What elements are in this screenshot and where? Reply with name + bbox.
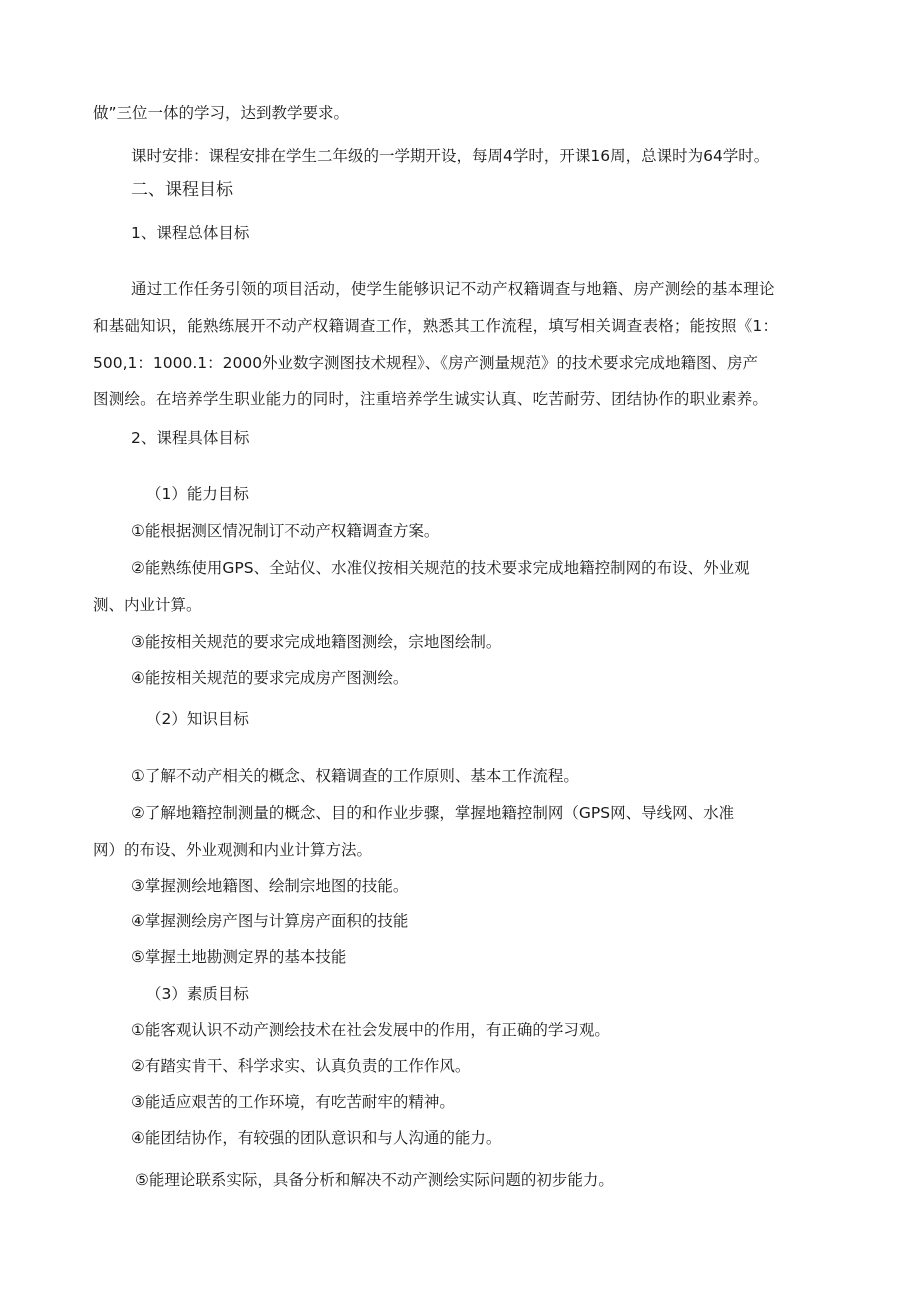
class-hours-paragraph: 课时安排：课程安排在学生二年级的一学期开设，每周4学时，开课16周，总课时为64学时。: [131, 147, 770, 165]
overall-goal-line-4: 图测绘。在培养学生职业能力的同时，注重培养学生诚实认真、吃苦耐劳、团结协作的职业素养。: [93, 390, 769, 408]
ability-item-3: ③能按相关规范的要求完成地籍图测绘，宗地图绘制。: [131, 633, 502, 651]
quality-item-4: ④能团结协作，有较强的团队意识和与人沟通的能力。: [131, 1129, 502, 1147]
overall-goal-line-1: 通过工作任务引领的项目活动，使学生能够识记不动产权籍调查与地籍、房产测绘的基本理论: [131, 280, 775, 298]
quality-item-5: ⑤能理论联系实际，具备分析和解决不动产测绘实际问题的初步能力。: [135, 1171, 614, 1189]
section-heading-course-goals: 二、课程目标: [131, 180, 233, 200]
quality-item-3: ③能适应艰苦的工作环境，有吃苦耐牢的精神。: [131, 1093, 455, 1111]
knowledge-item-4: ④掌握测绘房产图与计算房产面积的技能: [131, 912, 409, 930]
knowledge-item-2: ②了解地籍控制测量的概念、目的和作业步骤，掌握地籍控制网（GPS网、导线网、水准: [131, 804, 735, 822]
knowledge-item-2-continued: 网）的布设、外业观测和内业计算方法。: [93, 841, 373, 859]
ability-item-4: ④能按相关规范的要求完成房产图测绘。: [131, 669, 409, 687]
quality-item-1: ①能客观认识不动产测绘技术在社会发展中的作用，有正确的学习观。: [131, 1021, 610, 1039]
ability-item-1: ①能根据测区情况制订不动产权籍调查方案。: [131, 522, 440, 540]
overall-goal-line-3: 500,1：1000.1：2000外业数字测图技术规程》、《房产测量规范》的技术要求完成地籍图、房产: [93, 354, 759, 372]
ability-item-2: ②能熟练使用GPS、全站仪、水准仪按相关规范的技术要求完成地籍控制网的布设、外业观: [131, 559, 750, 577]
subheading-overall-goal: 1、课程总体目标: [131, 224, 250, 242]
overall-goal-line-2: 和基础知识，能熟练展开不动产权籍调查工作，熟悉其工作流程，填写相关调查表格；能按照《1：: [93, 317, 779, 335]
quality-goals-heading: （3）素质目标: [146, 985, 249, 1003]
ability-item-2-continued: 测、内业计算。: [93, 596, 202, 614]
knowledge-item-1: ①了解不动产相关的概念、权籍调查的工作原则、基本工作流程。: [131, 767, 579, 785]
ability-goals-heading: （1）能力目标: [146, 485, 249, 503]
knowledge-item-3: ③掌握测绘地籍图、绘制宗地图的技能。: [131, 877, 409, 895]
subheading-specific-goals: 2、课程具体目标: [131, 429, 250, 447]
quality-item-2: ②有踏实肯干、科学求实、认真负责的工作作风。: [131, 1057, 471, 1075]
knowledge-item-5: ⑤掌握土地勘测定界的基本技能: [131, 948, 347, 966]
knowledge-goals-heading: （2）知识目标: [146, 710, 249, 728]
intro-continuation-line: 做”三位一体的学习，达到教学要求。: [93, 104, 350, 122]
